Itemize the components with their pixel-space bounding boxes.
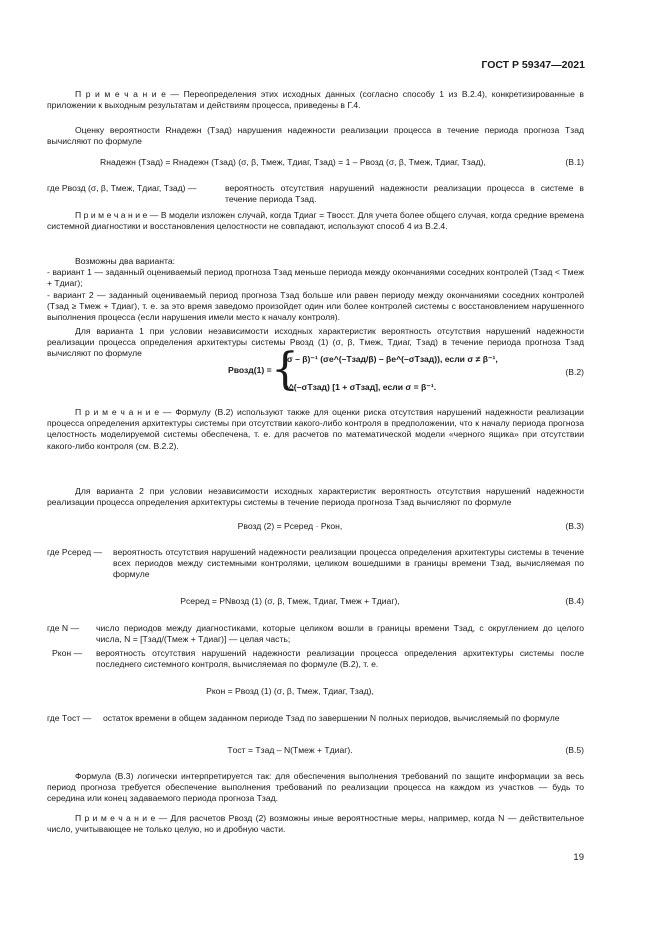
definition-term: где Pсеред —	[47, 547, 103, 557]
definition-text: вероятность отсутствия нарушений надежности реализации процесса в системе в течение периода Tзад.	[225, 183, 584, 205]
note-3: П р и м е ч а н и е — Формулу (В.2) используют также для оценки риска отсутствия нарушений надежности реализации процесса определения архитектуры системы при отсутствии какого-либо контроля в предположении, что к началу периода прогноза целостность моделируемой системы обеспечена, т. е. для расчетов по математической модели «черного ящика» при отсутствии какого-либо контроля (см. В.2.2).	[47, 407, 584, 451]
definition-term: где Tост —	[47, 713, 92, 723]
variant-2: - вариант 2 — заданный оцениваемый период прогноза Tзад больше или равен периоду между окончаниями соседних контролей (Tзад ≥ Tмеж + Tдиаг), т. е. за это время заведомо произойдет один или более контролей системы с восстановлением нарушенного выполнения процесса (если нарушения имели место к началу контроля).	[47, 290, 584, 323]
note-2: П р и м е ч а н и е — В модели изложен случай, когда Tдиаг = Tвосст. Для учета более общего случая, когда средние времена системной диагностики и восстановления целостности не совпадают, используют способ 4 из В.2.4.	[47, 210, 584, 232]
formula-b4: Pсеред = PNвозд (1) (σ, β, Tмеж, Tдиаг, Tмеж + Tдиаг),	[180, 596, 400, 606]
formula-b2-block	[228, 340, 498, 400]
definition-tost	[47, 713, 584, 737]
definition-text: вероятность отсутствия нарушений надежности реализации процесса определения архитектуры системы в течение всех периодов между системными контролями, целиком вошедшими в границы времени Tзад, вычисляемая по формуле	[113, 547, 584, 580]
page-number: 19	[573, 852, 584, 863]
formula-b2-line-1: (σ – β)⁻¹ (σe^(–Tзад/β) – βe^(–σTзад)), если σ ≠ β⁻¹,	[284, 354, 498, 364]
definition-term: Pкон —	[52, 648, 83, 658]
brace-symbol: {	[271, 344, 299, 395]
definition-pkon	[47, 648, 584, 672]
definition-text: вероятность отсутствия нарушений надежности реализации процесса определения архитектуры системы после последнего системного контроля, вычисляемая по формуле (В.2), т. е.	[96, 648, 584, 670]
variants-intro: Возможны два варианта:	[75, 256, 176, 266]
definition-n	[47, 623, 584, 647]
formula-b5-number: (В.5)	[565, 745, 584, 755]
paragraph-variant-2: Для варианта 2 при условии независимости исходных характеристик вероятность отсутствия нарушений надежности реализации процесса определения архитектуры системы в течение периода прогноза Tзад вычисляют по формуле	[47, 486, 584, 508]
formula-b1-number: (В.1)	[565, 157, 584, 167]
formula-b2-line-2: e^(–σTзад) [1 + σTзад], если σ = β⁻¹.	[284, 382, 437, 392]
formula-b1: Rнадежн (Tзад) = Rнадежн (Tзад) (σ, β, Tмеж, Tдиаг, Tзад) = 1 – Pвозд (σ, β, Tмеж, Tдиаг, Tзад),	[100, 157, 486, 167]
note-1: П р и м е ч а н и е — Переопределения этих исходных данных (согласно способу 1 из В.2.4), конкретизированные в приложении к выходным результатам и действиям процесса, приведены в Г.4.	[47, 89, 584, 111]
paragraph-final: Формула (В.3) логически интерпретируется так: для обеспечения выполнения требований по защите информации за весь период прогноза требуется обеспечение выполнения требований по реализации процесса на каждом из участков — будь то середина или конец задаваемого периода прогноза Tзад.	[47, 771, 584, 804]
formula-b3-number: (В.3)	[565, 521, 584, 531]
formula-b2-label: Pвозд(1) =	[228, 365, 272, 375]
formula-b4-number: (В.4)	[565, 596, 584, 606]
paragraph-reliability: Оценку вероятности Rнадежн (Tзад) нарушения надежности реализации процесса в течение периода прогноза Tзад вычисляют по формуле	[47, 125, 584, 147]
note-4: П р и м е ч а н и е — Для расчетов Pвозд (2) возможны иные вероятностные меры, например, когда N — действительное число, учитывающее не только целую, но и дробную части.	[47, 813, 584, 835]
paragraph-variant-1: Для варианта 1 при условии независимости исходных характеристик вероятность отсутствия нарушений надежности реализации процесса определения архитектуры системы Pвозд (1) (σ, β, Tмеж, Tдиаг, Tзад) в течение периода прогноза Tзад вычисляют по формуле	[47, 326, 584, 359]
formula-b3: Pвозд (2) = Pсеред · Pкон,	[237, 521, 343, 531]
formula-pkon: Pкон = Pвозд (1) (σ, β, Tмеж, Tдиаг, Tзад),	[206, 686, 374, 696]
definition-text: остаток времени в общем заданном периоде Tзад по завершении N полных периодов, вычисляемый по формуле	[103, 713, 560, 723]
standard-header: ГОСТ Р 59347—2021	[481, 59, 585, 71]
definition-text: число периодов между диагностиками, которые целиком вошли в границы времени Tзад, с округлением до целого числа, N = [Tзад/(Tмеж + Tдиаг)] — целая часть;	[96, 623, 584, 645]
definition-pvozd	[47, 183, 584, 207]
formula-b5: Tост = Tзад – N(Tмеж + Tдиаг).	[227, 745, 353, 755]
definition-psered	[47, 547, 584, 583]
definition-term: где N —	[47, 623, 80, 633]
variant-1: - вариант 1 — заданный оцениваемый период прогноза Tзад меньше периода между окончаниями соседних контролей (Tзад < Tмеж + Tдиаг);	[47, 267, 584, 289]
definition-term: где Pвозд (σ, β, Tмеж, Tдиаг, Tзад) —	[47, 183, 197, 193]
formula-b2-number: (В.2)	[565, 367, 584, 377]
